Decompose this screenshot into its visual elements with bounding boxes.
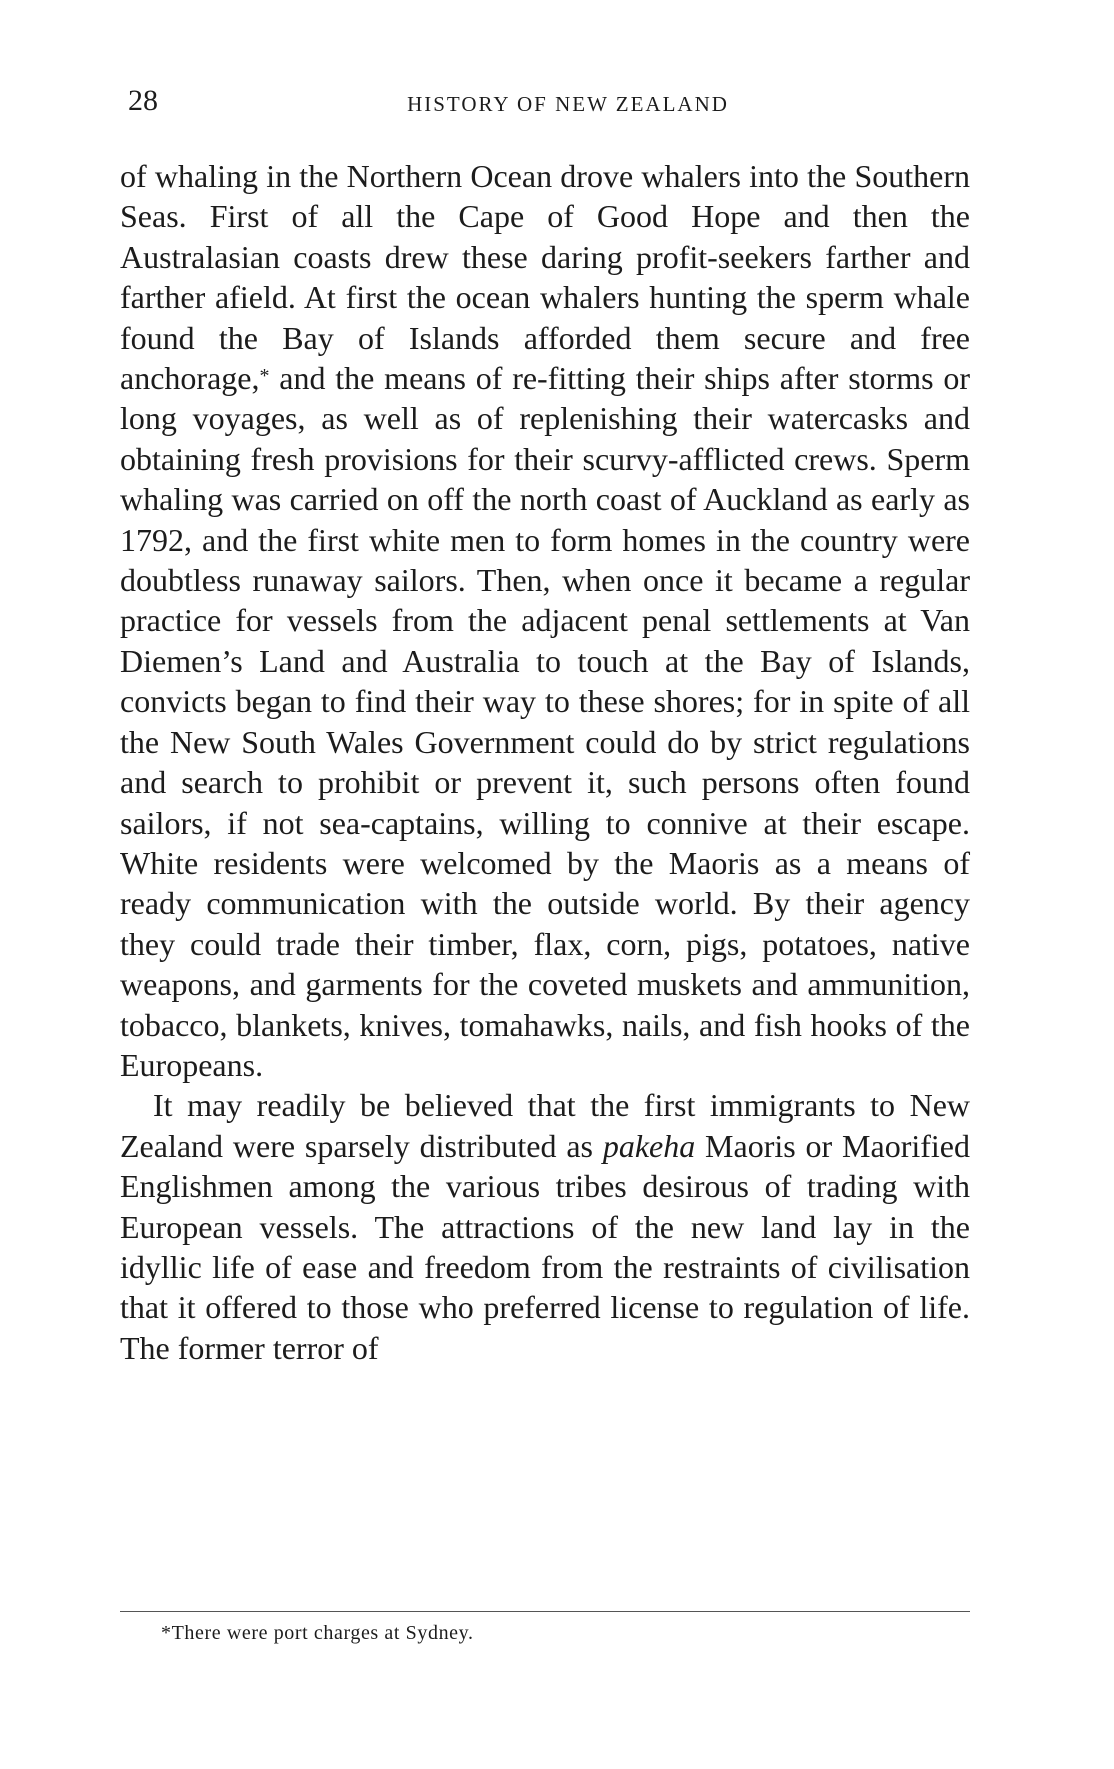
- paragraph-2-text-a: It may readily be believed that the first immigrants to New Zealand were sparsely distributed as: [120, 1087, 970, 1164]
- paragraph-2-text-b: Maoris or Maorified Englishmen among the various tribes desirous of trading with European vessels. The attractions of the new land lay in the idyllic life of ease and freedom from the restraints of civilisation that it offered to those who preferred license to regulation of life. The former terror of: [120, 1127, 971, 1366]
- paragraph-1: [120, 156, 970, 1085]
- italic-term: pakeha: [602, 1127, 696, 1164]
- footnote-divider: [120, 1611, 970, 1612]
- paragraph-1-text-a: of whaling in the Northern Ocean drove whalers into the Southern Seas. First of all the Cape of Good Hope and then the Australasian coasts drew these daring profit-seekers farther and farther afield. At first the ocean whalers hunting the sperm whale found the Bay of Islands afforded them secure and free anchorage,: [120, 158, 970, 397]
- page-number: 28: [128, 84, 158, 117]
- running-title: HISTORY OF NEW ZEALAND: [407, 92, 729, 116]
- footnote-marker: *: [259, 365, 270, 388]
- body-text: [120, 156, 970, 1368]
- paragraph-2: [120, 1085, 970, 1368]
- footnote: *There were port charges at Sydney.: [161, 1622, 474, 1644]
- paragraph-1-text-b: and the means of re-fitting their ships after storms or long voyages, as well as of replenishing their watercasks and obtaining fresh provisions for their scurvy-afflicted crews. Sperm whaling was carried on off the north coast of Auckland as early as 1792, and the first white men to form homes in the country were doubtless runaway sailors. Then, when once it became a regular practice for vessels from the adjacent penal settlements at Van Diemen’s Land and Australia to touch at the Bay of Islands, convicts began to find their way to these shores; for in spite of all the New South Wales Government could do by strict regulations and search to prohibit or prevent it, such persons often found sailors, if not sea-captains, willing to connive at their escape. White residents were welcomed by the Maoris as a means of ready communication with the outside world. By their agency they could trade their timber, flax, corn, pigs, potatoes, native weapons, and garments for the coveted muskets and ammunition, tobacco, blankets, knives, tomahawks, nails, and fish hooks of the Europeans.: [120, 360, 970, 1083]
- page-header: [128, 84, 978, 124]
